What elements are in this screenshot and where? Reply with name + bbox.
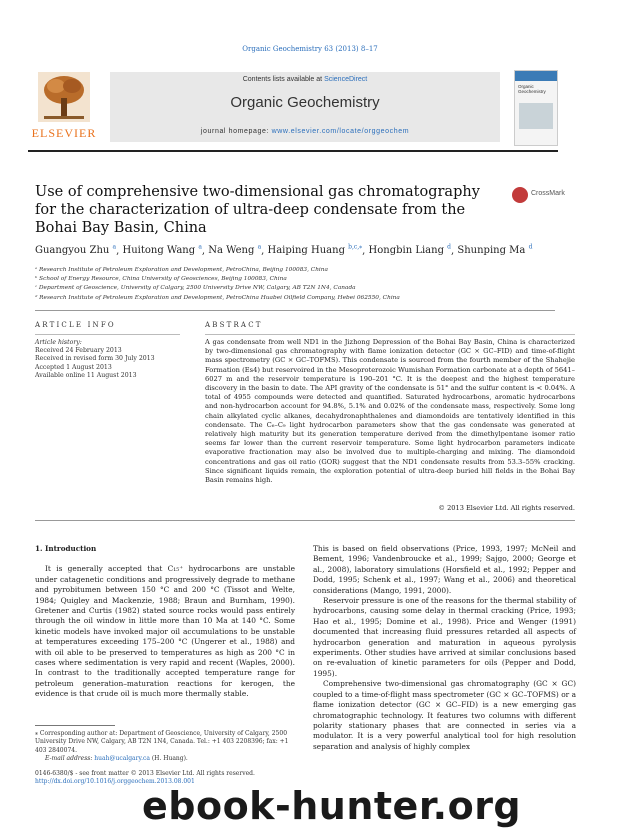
author-list: Guangyou Zhu $^a$, Huitong Wang $^a$, Na Weng $^a$, Haiping Huang $^{b,c,⁎}$, Hongbin Liang $^d$, Shunping Ma $^d$ [35,244,533,257]
email-suffix: (H. Huang). [149,755,188,763]
history-item: Available online 11 August 2013 [35,371,137,379]
email-line [35,755,295,763]
body-left-column [35,544,295,700]
journal-homepage [110,128,500,135]
article-info-heading: ARTICLE INFO [35,321,116,329]
author[interactable]: Hongbin Liang $^d$ [368,244,452,257]
journal-cover-thumbnail[interactable] [514,70,558,146]
body-paragraph: Reservoir pressure is one of the reasons for the thermal stability of hydrocarbons, causing some delay in thermal cracking (Price, 1993; Hao et al., 1995; Domine et al., 1998). Price and Wenger (1991) documented that increasing fluid pressures retarded all aspects of hydrocarbon generation and maturation in aqueous pyrolysis experiments. Other studies have arrived at similar conclusions based on re-evaluation of kinetic parameters for oils (Pepper and Dodd, 1995). [313,596,576,678]
body-paragraph: This is based on field observations (Price, 1993, 1997; McNeil and Bement, 1996; Vandenbroucke et al., 1999; Sajgo, 2000; George et al., 2008), laboratory simulations (Horsfield et al., 1992; Pepper and Dodd, 1995; Schenk et al., 1997; Wang et al., 2006) and theoretical considerations (Mango, 1991, 2000). [313,544,576,595]
article-title: Use of comprehensive two-dimensional gas chromatography for the characterization of ultra-deep condensate from the Bohai Bay Basin, China [35,184,480,236]
abstract-text: A gas condensate from well ND1 in the Jizhong Depression of the Bohai Bay Basin, China is characterized by two-dimensional gas chromatography with flame ionization detector (GC × GC–FID) and time-of-flight mass spectrometry (GC × GC–TOFMS). This condensate is sourced from the fourth member of the Shahejie Formation (Es4) but reservoired in the Mesoproterozoic Wumishan Formation carbonate at a depth of 5641–6027 m and the reservoir temperature is 190–201 °C. It is the deepest and the highest temperature discovery in the basin to date. The API gravity of the condensate is 51° and the sulfur content is < 0.04%. A total of 4955 compounds were detected and quantified. Saturated hydrocarbons, aromatic hydrocarbons and non-hydrocarbon account for 94.8%, 5.1% and 0.02% of the condensate mass, respectively. Some long chain alkylated cyclic alkanes, decahydronaphthalenes and diamondoids are tentatively identified in this condensate. The C₆–C₉ light hydrocarbon parameters show that the gas condensate was generated at relatively high maturity but its generation temperature derived from the dimethylpentane isomer ratio seems far lower than the current reservoir temperature. Some light hydrocarbon parameters indicate evaporative fractionation may also be involved due to multiple-charging and mixing. The diamondoid concentrations and gas oil ratio (GOR) suggest that the ND1 condensate results from 53.3–55% cracking. Since significant liquids remain, the exploration potential of ultra-deep buried hill fields in the Bohai Bay Basin remains high. [205,338,575,485]
footnotes [35,730,295,764]
copyright-notice: © 2013 Elsevier Ltd. All rights reserved. [438,504,575,512]
info-rule [35,334,180,335]
crossmark-icon [512,187,528,203]
cover-band [515,71,557,81]
affiliation: ᵈ Research Institute of Petroleum Exploration and Development, PetroChina Huabei Oilfield Company, Hebei 062550, China [35,294,400,301]
section-rule [35,310,555,311]
homepage-link[interactable]: www.elsevier.com/locate/orggeochem [271,128,410,135]
author[interactable]: Haiping Huang $^{b,c,⁎}$ [267,244,363,257]
author[interactable]: Guangyou Zhu $^a$ [35,244,117,257]
body-paragraph: It is generally accepted that C₁₅⁺ hydrocarbons are unstable under catagenetic conditions and progressively degrade to methane and pyrobitumen between 150 °C and 200 °C (Tissot and Welte, 1984; Quigley and Mackenzie, 1988; Braun and Burnham, 1990). Gretener and Curtis (1982) stated source rocks would pass entirely through the oil window in little more than 10 Ma at 140 °C. Some kinetic models have invoked major oil accumulations to be unstable at temperatures exceeding 175–200 °C (Ungerer et al., 1988) and with oil able to be preserved to temperatures as high as 200 °C in cases where sedimentation is very rapid and recent (Waples, 2000). In contrast to the traditionally accepted temperature range for petroleum generation–maturation reactions for kerogen, the evidence is that crude oil is much more thermally stable. [35,564,295,699]
abstract-heading: ABSTRACT [205,321,263,329]
homepage-prefix: journal homepage: [200,128,272,135]
sciencedirect-link[interactable]: ScienceDirect [324,76,368,83]
watermark: ebook-hunter.org [142,784,522,828]
author[interactable]: Na Weng $^a$ [208,244,262,257]
body-right-column [313,544,576,752]
crossmark-label: CrossMark [531,190,565,197]
elsevier-logo [28,70,100,144]
corresponding-author-note: ⁎ Corresponding author at: Department of Geoscience, University of Calgary, 2500 University Drive NW, Calgary, AB T2N 1N4, Canada. Tel.: +1 403 2208396; fax: +1 403 2840074. [35,730,289,754]
article-history [35,339,185,380]
elsevier-tree-icon [38,72,90,122]
footnote-rule [35,725,115,726]
affiliation: ᵇ School of Energy Resource, China University of Geosciences, Beijing 100083, China [35,276,287,283]
journal-title: Organic Geochemistry [230,94,380,111]
intro-heading: 1. Introduction [35,544,97,553]
contents-prefix: Contents lists available at [242,76,325,83]
author[interactable]: Huitong Wang $^a$ [122,244,202,257]
body-rule [35,520,575,521]
cover-image [519,103,553,129]
issn-line: 0146-6380/$ - see front matter © 2013 Elsevier Ltd. All rights reserved. [35,770,255,777]
history-item: Accepted 1 August 2013 [35,363,112,371]
history-item: Received 24 February 2013 [35,347,122,355]
header-rule [28,150,558,152]
email-link[interactable]: huah@ucalgary.ca [94,755,150,763]
contents-line [110,76,500,83]
crossmark-badge[interactable] [512,187,592,203]
abstract-rule [205,334,575,335]
publisher-name: ELSEVIER [31,126,97,140]
cover-title: Organic Geochemistry [518,84,546,94]
affiliations [35,266,575,303]
author[interactable]: Shunping Ma $^d$ [457,244,533,257]
history-item: Received in revised form 30 July 2013 [35,355,155,363]
affiliation: ᶜ Department of Geoscience, University of Calgary, 2500 University Drive NW, Calgary, AB T2N 1N4, Canada [35,285,356,292]
body-paragraph: Comprehensive two-dimensional gas chromatography (GC × GC) coupled to a time-of-flight mass spectrometer (GC × GC–TOFMS) or a flame ionization detector (GC × GC–FID) is a new emerging gas chromatographic technology. It features two columns with different polarity stationary phases that are connected in series via a modulator. It is a very powerful analytical tool for high resolution separation and analysis of highly complex [313,679,576,751]
journal-reference[interactable]: Organic Geochemistry 63 (2013) 8–17 [242,45,378,53]
doi-link[interactable]: http://dx.doi.org/10.1016/j.orggeochem.2013.08.001 [35,778,195,786]
affiliation: ᵃ Research Institute of Petroleum Exploration and Development, PetroChina, Beijing 100083, China [35,267,328,273]
email-label: E-mail address: [45,755,95,763]
history-label: Article history: [35,339,82,346]
